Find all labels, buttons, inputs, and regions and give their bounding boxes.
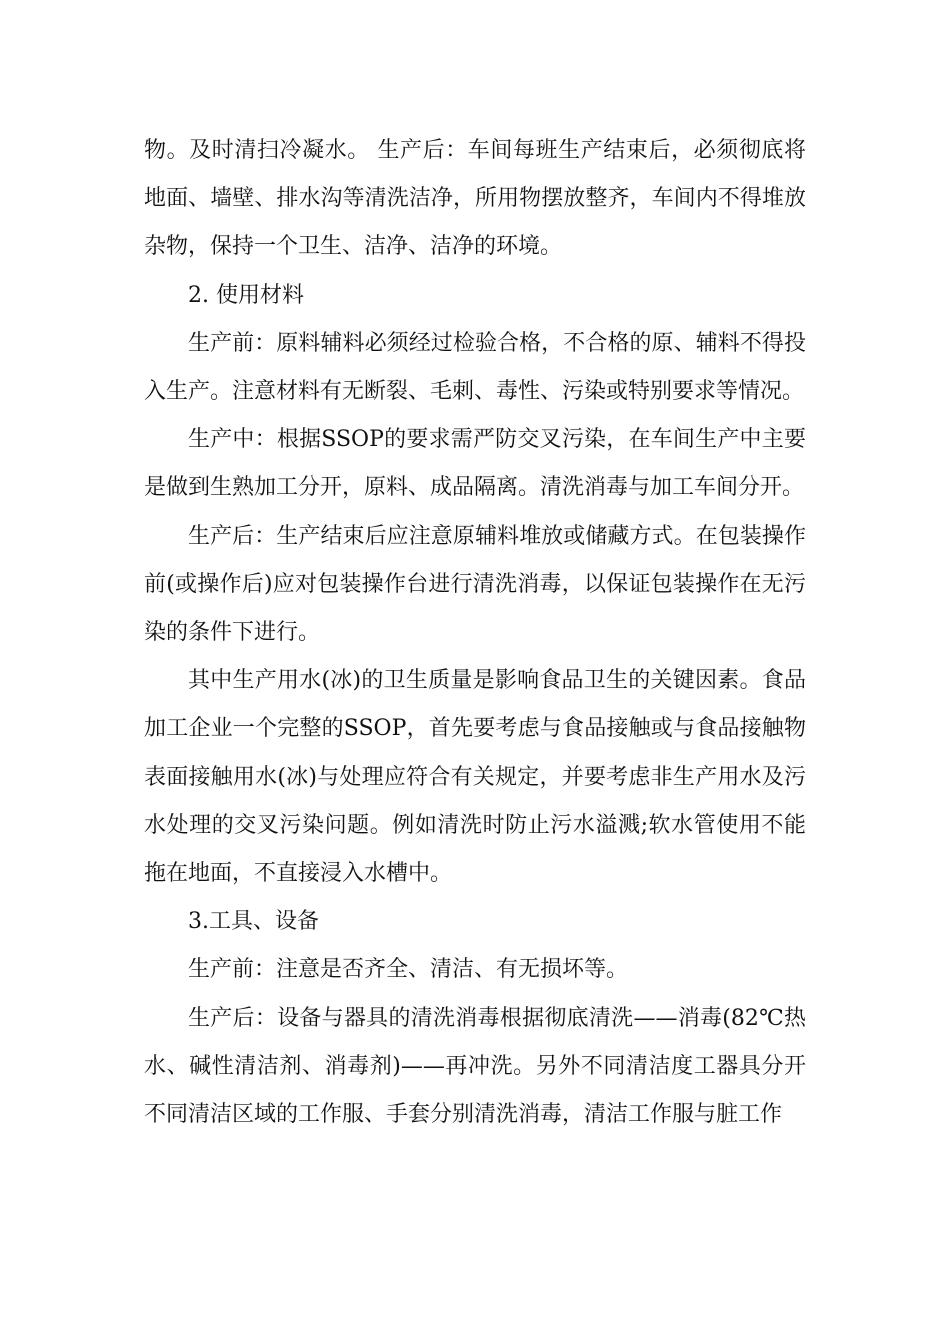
paragraph-during-production: 生产中：根据SSOP的要求需严防交叉污染，在车间生产中主要是做到生熟加工分开，原料、成品隔离。清洗消毒与加工车间分开。 bbox=[144, 427, 806, 501]
document-body bbox=[144, 127, 806, 1139]
paragraph-tools-after: 生产后：设备与器具的清洗消毒根据彻底清洗——消毒(82℃热水、碱性清洁剂、消毒剂)——再冲洗。另外不同清洁度工器具分开不同清洁区域的工作服、手套分别清洗消毒，清洁工作服与脏工作 bbox=[144, 1005, 806, 1128]
section-heading-tools: 3.工具、设备 bbox=[188, 909, 319, 935]
paragraph-tools-before: 生产前：注意是否齐全、清洁、有无损坏等。 bbox=[188, 957, 629, 983]
paragraph-before-production: 生产前：原料辅料必须经过检验合格，不合格的原、辅料不得投入生产。注意材料有无断裂、毛刺、毒性、污染或特别要求等情况。 bbox=[144, 330, 806, 405]
paragraph-after-production: 生产后：生产结束后应注意原辅料堆放或储藏方式。在包装操作前(或操作后)应对包装操作台进行清洗消毒，以保证包装操作在无污染的条件下进行。 bbox=[144, 523, 806, 646]
paragraph-continuation: 物。及时清扫冷凝水。 生产后：车间每班生产结束后，必须彻底将地面、墙壁、排水沟等清洗洁净，所用物摆放整齐，车间内不得堆放杂物，保持一个卫生、洁净、洁净的环境。 bbox=[144, 138, 806, 260]
paragraph-water-quality: 其中生产用水(冰)的卫生质量是影响食品卫生的关键因素。食品加工企业一个完整的SSOP，首先要考虑与食品接触或与食品接触物表面接触用水(冰)与处理应符合有关规定，并要考虑非生产用水及污水处理的交叉污染问题。例如清洗时防止污水溢溅;软水管使用不能拖在地面，不直接浸入水槽中。 bbox=[144, 668, 806, 887]
section-heading-materials: 2. 使用材料 bbox=[188, 282, 304, 308]
